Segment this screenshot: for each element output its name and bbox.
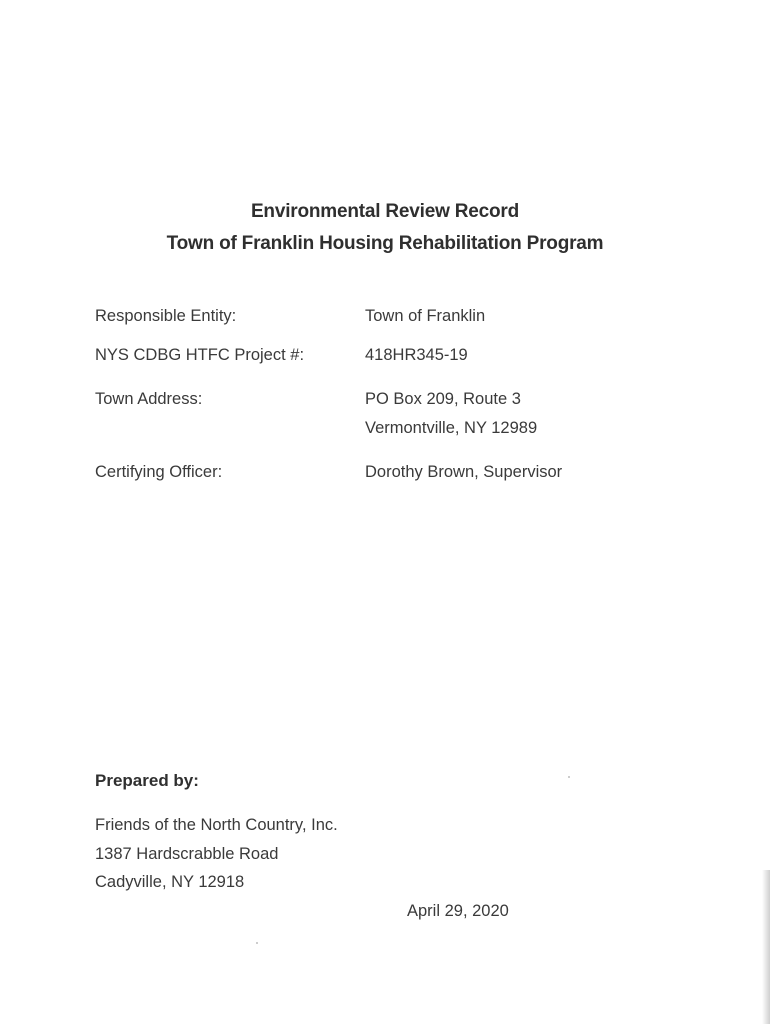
field-value-project-number: 418HR345-19 [365, 346, 468, 364]
field-value-town-address-line2: Vermontville, NY 12989 [365, 419, 538, 437]
field-label-certifying-officer: Certifying Officer: [95, 463, 223, 481]
scan-speck [568, 776, 570, 778]
field-value-town-address-line1: PO Box 209, Route 3 [365, 390, 521, 408]
scan-speck [256, 942, 258, 944]
scan-edge-shadow [762, 870, 770, 1024]
field-label-responsible-entity: Responsible Entity: [95, 307, 237, 325]
field-row-town-address [95, 385, 695, 445]
prepared-by-heading: Prepared by: [95, 771, 199, 790]
preparer-street: 1387 Hardscrabble Road [95, 844, 279, 863]
document-subtitle: Town of Franklin Housing Rehabilitation Program [166, 233, 604, 254]
preparer-name: Friends of the North Country, Inc. [95, 816, 338, 834]
preparer-address-block [95, 811, 338, 897]
field-value-responsible-entity: Town of Franklin [365, 307, 486, 325]
field-value-certifying-officer: Dorothy Brown, Supervisor [365, 463, 563, 481]
field-label-project-number: NYS CDBG HTFC Project #: [95, 346, 305, 364]
field-label-town-address: Town Address: [95, 390, 203, 408]
document-header [0, 196, 770, 260]
preparer-city: Cadyville, NY 12918 [95, 873, 245, 891]
document-title: Environmental Review Record [250, 201, 520, 222]
document-date: April 29, 2020 [407, 902, 509, 920]
